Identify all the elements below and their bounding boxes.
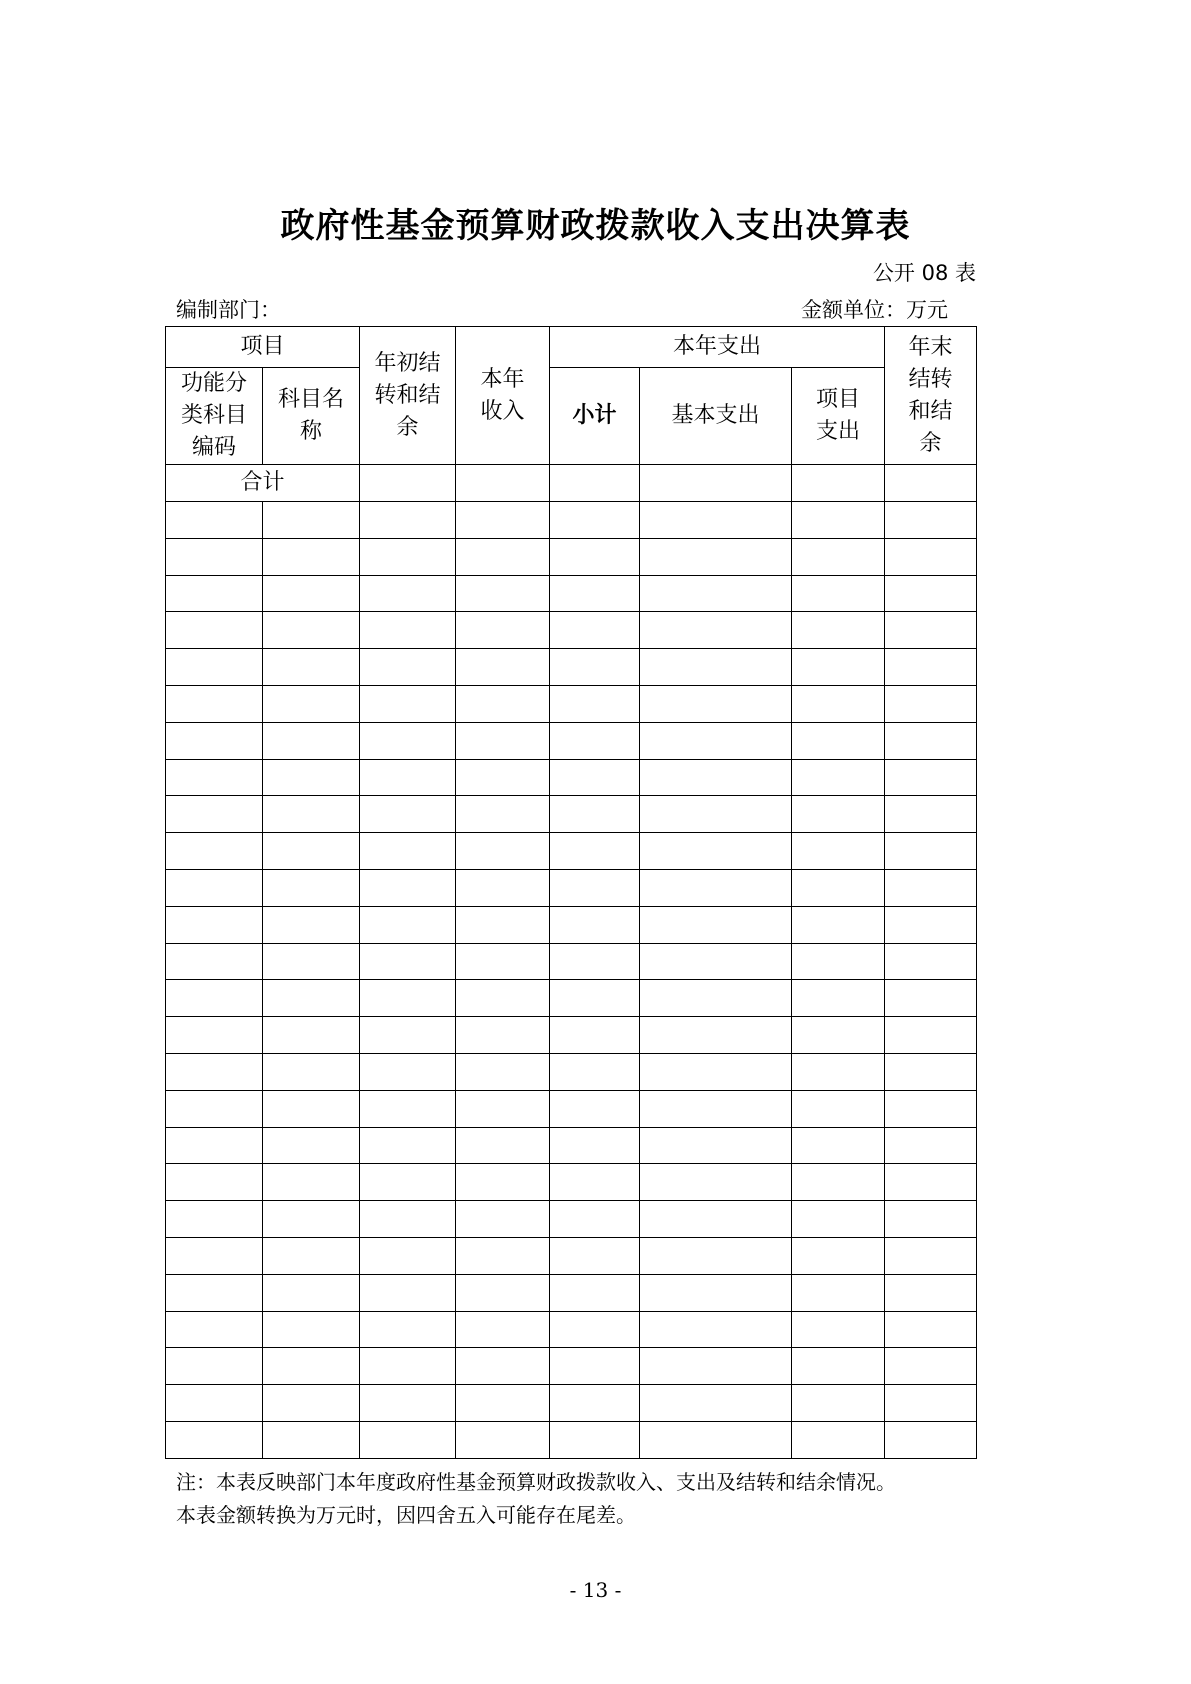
table-cell [550, 833, 640, 870]
table-cell [640, 1127, 792, 1164]
table-cell [885, 1053, 977, 1090]
table-row [166, 1164, 977, 1201]
table-row [166, 1127, 977, 1164]
total-row [166, 465, 977, 502]
table-cell [792, 980, 885, 1017]
table-cell [360, 649, 456, 686]
table-cell [456, 833, 550, 870]
table-cell [360, 1053, 456, 1090]
table-cell [166, 1201, 263, 1238]
table-cell [640, 649, 792, 686]
table-cell [456, 1237, 550, 1274]
table-cell [550, 1017, 640, 1054]
table-cell [550, 796, 640, 833]
table-cell [640, 722, 792, 759]
table-cell [166, 1385, 263, 1422]
table-cell [640, 943, 792, 980]
table-cell [640, 1201, 792, 1238]
total-cell [456, 465, 550, 502]
header-closing-text: 年末结转和结余 [908, 334, 953, 456]
table-cell [166, 869, 263, 906]
budget-table [165, 326, 977, 1459]
table-cell [550, 722, 640, 759]
table-row [166, 1274, 977, 1311]
header-opening-text: 年初结转和结余 [374, 350, 441, 440]
table-cell [550, 1274, 640, 1311]
table-row [166, 502, 977, 539]
header-code-text: 功能分类科目编码 [180, 371, 247, 460]
table-cell [885, 906, 977, 943]
table-cell [885, 1017, 977, 1054]
table-cell [792, 869, 885, 906]
table-cell [456, 1053, 550, 1090]
table-cell [360, 796, 456, 833]
table-cell [456, 1090, 550, 1127]
total-cell [550, 465, 640, 502]
table-cell [263, 796, 360, 833]
table-row [166, 722, 977, 759]
table-cell [263, 833, 360, 870]
department-label: 编制部门： [176, 298, 281, 322]
table-cell [885, 722, 977, 759]
table-row [166, 1090, 977, 1127]
table-cell [263, 575, 360, 612]
table-cell [360, 1348, 456, 1385]
table-row [166, 1237, 977, 1274]
table-row [166, 538, 977, 575]
table-cell [456, 980, 550, 1017]
table-cell [550, 1348, 640, 1385]
table-cell [885, 1201, 977, 1238]
table-cell [360, 575, 456, 612]
total-cell [640, 465, 792, 502]
header-current-expense: 本年支出 [550, 327, 885, 368]
total-label: 合计 [166, 465, 360, 502]
table-cell [456, 685, 550, 722]
header-subtotal: 小计 [550, 368, 640, 465]
table-cell [456, 1311, 550, 1348]
table-cell [360, 1421, 456, 1458]
table-cell [166, 980, 263, 1017]
table-cell [792, 1017, 885, 1054]
table-cell [263, 722, 360, 759]
table-cell [360, 1237, 456, 1274]
table-cell [792, 1311, 885, 1348]
table-cell [456, 1348, 550, 1385]
table-cell [792, 796, 885, 833]
table-cell [360, 1274, 456, 1311]
table-cell [360, 1164, 456, 1201]
table-cell [360, 1090, 456, 1127]
amount-unit-label: 金额单位：万元 [801, 298, 948, 322]
table-row [166, 1017, 977, 1054]
table-cell [166, 1164, 263, 1201]
table-cell [640, 1090, 792, 1127]
table-cell [166, 1421, 263, 1458]
table-cell [456, 1017, 550, 1054]
table-cell [166, 1237, 263, 1274]
table-cell [360, 1127, 456, 1164]
table-cell [640, 1348, 792, 1385]
table-cell [640, 575, 792, 612]
table-cell [640, 833, 792, 870]
header-project-text: 项目支出 [816, 387, 861, 444]
table-cell [456, 1385, 550, 1422]
table-row [166, 1421, 977, 1458]
table-cell [166, 538, 263, 575]
table-cell [640, 1017, 792, 1054]
table-cell [263, 1421, 360, 1458]
table-row [166, 1311, 977, 1348]
table-cell [550, 1311, 640, 1348]
table-cell [885, 980, 977, 1017]
table-cell [456, 538, 550, 575]
table-cell [263, 1348, 360, 1385]
table-cell [263, 685, 360, 722]
table-cell [456, 1164, 550, 1201]
table-cell [792, 1385, 885, 1422]
table-cell [640, 1274, 792, 1311]
table-cell [640, 869, 792, 906]
table-row [166, 869, 977, 906]
table-cell [166, 1274, 263, 1311]
footnote-line: 本表金额转换为万元时，因四舍五入可能存在尾差。 [176, 1503, 636, 1527]
table-cell [792, 759, 885, 796]
table-cell [263, 1164, 360, 1201]
table-cell [263, 502, 360, 539]
table-cell [456, 1421, 550, 1458]
total-cell [360, 465, 456, 502]
table-cell [885, 759, 977, 796]
table-cell [360, 833, 456, 870]
table-cell [360, 906, 456, 943]
table-cell [456, 722, 550, 759]
table-cell [263, 1201, 360, 1238]
table-row [166, 1385, 977, 1422]
table-cell [885, 1090, 977, 1127]
table-cell [166, 833, 263, 870]
table-cell [792, 1421, 885, 1458]
table-cell [360, 1311, 456, 1348]
table-cell [550, 1385, 640, 1422]
table-cell [456, 575, 550, 612]
table-cell [360, 869, 456, 906]
table-cell [550, 980, 640, 1017]
table-row [166, 943, 977, 980]
header-income-text: 本年收入 [480, 366, 525, 424]
table-cell [263, 869, 360, 906]
table-cell [263, 943, 360, 980]
page-number: - 13 - [569, 1578, 622, 1602]
table-cell [640, 502, 792, 539]
table-cell [166, 1017, 263, 1054]
table-cell [166, 906, 263, 943]
table-cell [640, 796, 792, 833]
table-row [166, 1053, 977, 1090]
table-cell [885, 685, 977, 722]
table-cell [885, 833, 977, 870]
table-cell [640, 1385, 792, 1422]
table-cell [166, 1090, 263, 1127]
header-basic-expense: 基本支出 [640, 368, 792, 465]
table-cell [263, 1311, 360, 1348]
table-cell [640, 980, 792, 1017]
table-cell [640, 1053, 792, 1090]
header-subject-name [263, 368, 360, 465]
table-cell [166, 1053, 263, 1090]
table-cell [360, 943, 456, 980]
table-cell [885, 869, 977, 906]
footnote [176, 1466, 1006, 1532]
table-cell [792, 1053, 885, 1090]
table-cell [792, 1274, 885, 1311]
table-cell [792, 612, 885, 649]
table-cell [885, 1421, 977, 1458]
table-cell [166, 612, 263, 649]
table-cell [550, 943, 640, 980]
table-row [166, 685, 977, 722]
table-cell [456, 1274, 550, 1311]
footnote-line: 注：本表反映部门本年度政府性基金预算财政拨款收入、支出及结转和结余情况。 [176, 1470, 896, 1494]
table-cell [456, 869, 550, 906]
table-cell [456, 612, 550, 649]
table-cell [885, 649, 977, 686]
table-cell [263, 1127, 360, 1164]
table-cell [166, 1311, 263, 1348]
table-cell [263, 980, 360, 1017]
header-opening-balance [360, 327, 456, 465]
table-cell [885, 502, 977, 539]
table-cell [166, 649, 263, 686]
table-row [166, 612, 977, 649]
table-cell [885, 612, 977, 649]
table-cell [885, 1348, 977, 1385]
table-row [166, 833, 977, 870]
table-cell [640, 759, 792, 796]
table-cell [550, 612, 640, 649]
table-cell [885, 1164, 977, 1201]
header-current-income [456, 327, 550, 465]
table-cell [550, 1127, 640, 1164]
table-row [166, 1201, 977, 1238]
table-cell [550, 1164, 640, 1201]
table-cell [792, 833, 885, 870]
header-function-code [166, 368, 263, 465]
table-row [166, 906, 977, 943]
table-cell [456, 649, 550, 686]
table-cell [456, 502, 550, 539]
table-cell [550, 1237, 640, 1274]
table-cell [550, 685, 640, 722]
table-cell [792, 1348, 885, 1385]
table-cell [360, 759, 456, 796]
table-cell [166, 796, 263, 833]
page-title: 政府性基金预算财政拨款收入支出决算表 [280, 206, 911, 246]
table-cell [885, 943, 977, 980]
table-cell [792, 1164, 885, 1201]
form-number: 公开 08 表 [872, 261, 976, 285]
table-cell [360, 685, 456, 722]
table-cell [263, 1090, 360, 1127]
table-cell [885, 1237, 977, 1274]
total-cell [792, 465, 885, 502]
table-cell [263, 906, 360, 943]
table-cell [166, 1348, 263, 1385]
table-row [166, 1348, 977, 1385]
table-cell [792, 1127, 885, 1164]
table-cell [885, 1274, 977, 1311]
table-cell [263, 759, 360, 796]
table-cell [792, 906, 885, 943]
table-cell [640, 1421, 792, 1458]
table-cell [550, 1201, 640, 1238]
table-cell [885, 1311, 977, 1348]
table-cell [792, 685, 885, 722]
table-cell [640, 612, 792, 649]
table-cell [550, 575, 640, 612]
table-cell [360, 980, 456, 1017]
table-cell [360, 722, 456, 759]
table-cell [640, 685, 792, 722]
table-cell [792, 649, 885, 686]
table-cell [263, 1053, 360, 1090]
header-item: 项目 [166, 327, 360, 368]
table-cell [360, 538, 456, 575]
table-cell [792, 575, 885, 612]
table-cell [885, 1385, 977, 1422]
table-cell [550, 906, 640, 943]
table-cell [550, 869, 640, 906]
table-cell [166, 943, 263, 980]
table-cell [166, 722, 263, 759]
table-row [166, 796, 977, 833]
table-cell [550, 759, 640, 796]
table-cell [456, 906, 550, 943]
table-cell [263, 1017, 360, 1054]
table-cell [885, 575, 977, 612]
table-cell [263, 538, 360, 575]
table-cell [263, 1274, 360, 1311]
table-cell [360, 1201, 456, 1238]
table-cell [166, 1127, 263, 1164]
table-cell [263, 649, 360, 686]
table-row [166, 575, 977, 612]
table-cell [456, 1201, 550, 1238]
table-cell [360, 612, 456, 649]
table-cell [550, 1090, 640, 1127]
table-cell [166, 759, 263, 796]
table-cell [792, 502, 885, 539]
table-cell [792, 538, 885, 575]
table-cell [550, 502, 640, 539]
table-cell [550, 1421, 640, 1458]
table-cell [456, 759, 550, 796]
table-cell [456, 1127, 550, 1164]
table-cell [166, 685, 263, 722]
table-cell [792, 1090, 885, 1127]
table-cell [263, 612, 360, 649]
table-row [166, 759, 977, 796]
table-cell [360, 502, 456, 539]
table-cell [550, 649, 640, 686]
table-cell [456, 796, 550, 833]
table-cell [640, 906, 792, 943]
table-cell [263, 1237, 360, 1274]
table-cell [885, 796, 977, 833]
table-cell [166, 575, 263, 612]
table-cell [640, 538, 792, 575]
table-cell [166, 502, 263, 539]
table-cell [885, 538, 977, 575]
table-cell [885, 1127, 977, 1164]
table-row [166, 649, 977, 686]
table-row [166, 980, 977, 1017]
table-cell [792, 1201, 885, 1238]
table-cell [550, 538, 640, 575]
header-project-expense [792, 368, 885, 465]
table-cell [640, 1164, 792, 1201]
table-cell [360, 1017, 456, 1054]
table-cell [792, 943, 885, 980]
table-cell [550, 1053, 640, 1090]
table-cell [456, 943, 550, 980]
table-cell [792, 1237, 885, 1274]
table-cell [640, 1311, 792, 1348]
table-cell [792, 722, 885, 759]
total-cell [885, 465, 977, 502]
table-cell [360, 1385, 456, 1422]
table-cell [263, 1385, 360, 1422]
header-closing-balance [885, 327, 977, 465]
table-cell [640, 1237, 792, 1274]
header-name-text: 科目名称 [277, 387, 344, 444]
